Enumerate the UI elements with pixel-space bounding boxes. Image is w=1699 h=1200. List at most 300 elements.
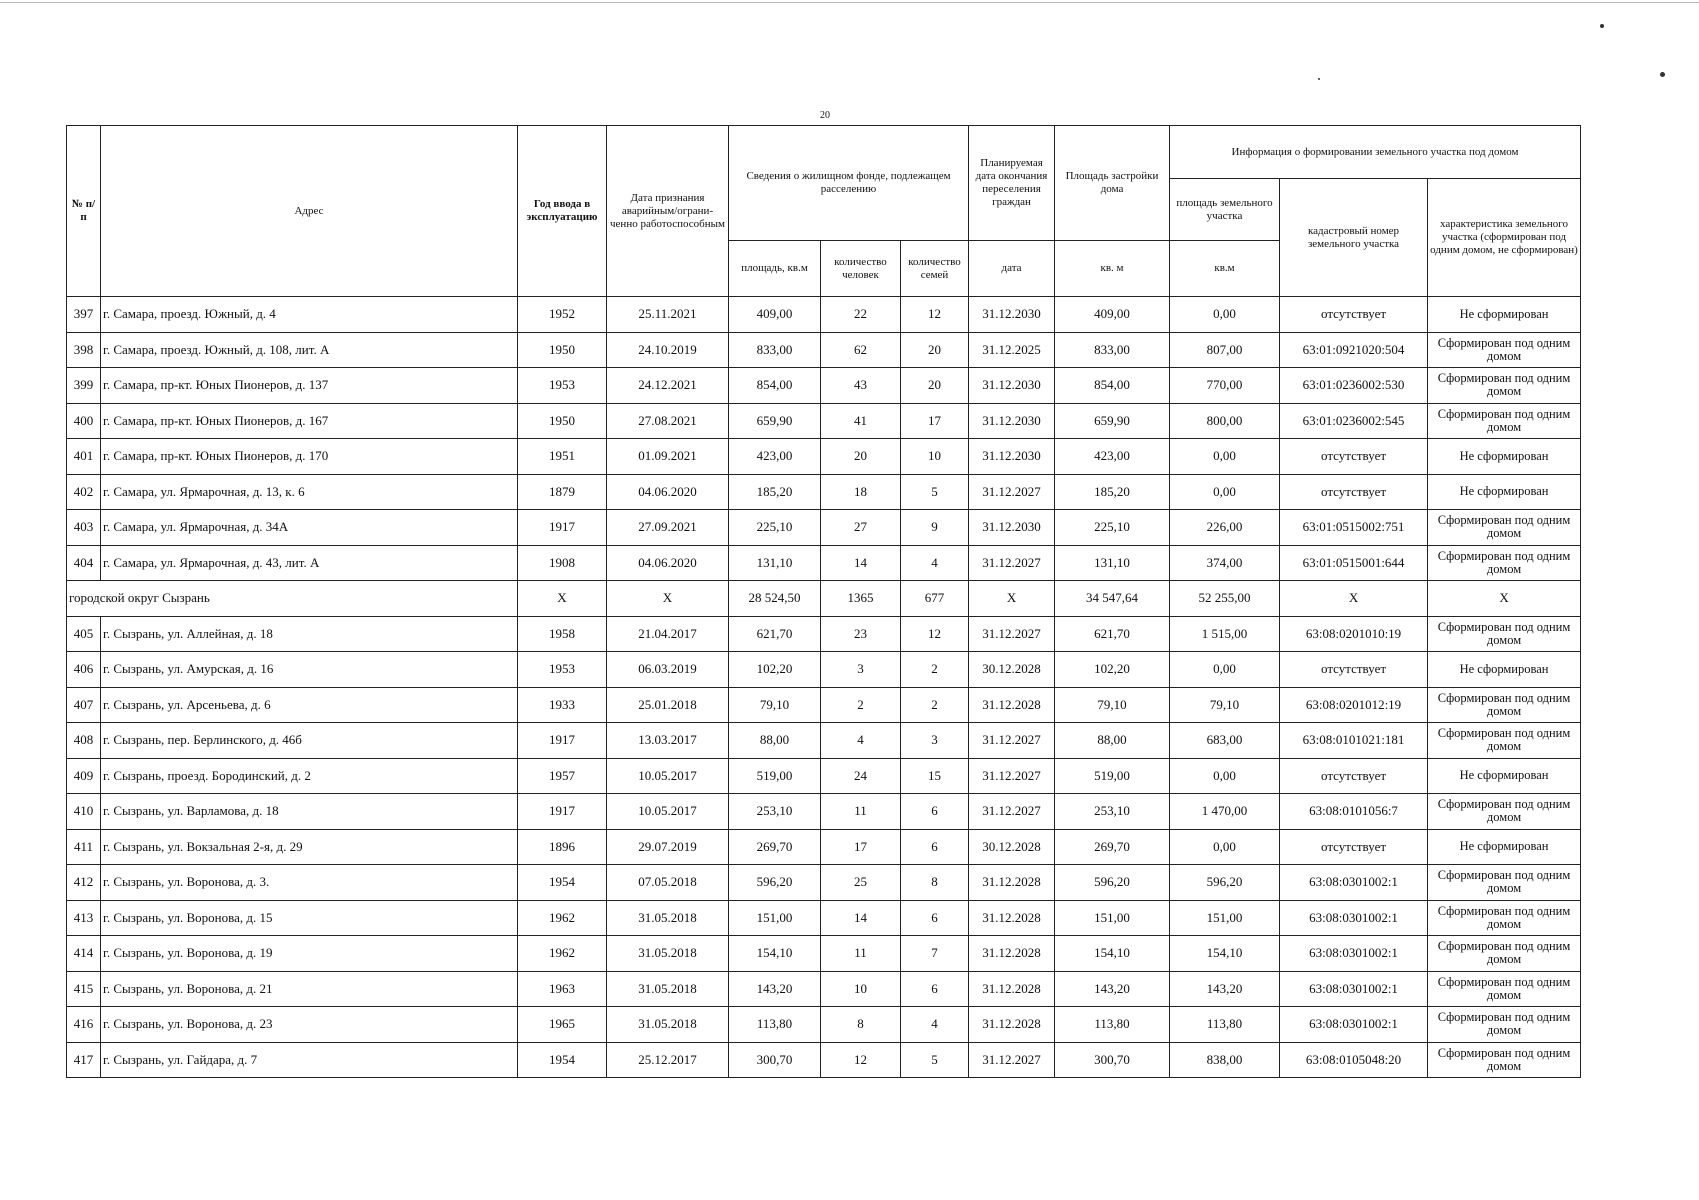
header-address: Адрес [101, 126, 518, 297]
cell-planned: 31.12.2028 [969, 687, 1055, 723]
cell-characteristic: Сформирован под одним домом [1428, 794, 1581, 830]
cell-build-area: 154,10 [1055, 936, 1170, 972]
cell-date: 24.10.2019 [607, 332, 729, 368]
cell-cadastral: 63:08:0301002:1 [1280, 1007, 1428, 1043]
cell-year: 1917 [518, 510, 607, 546]
cell-build-area: 833,00 [1055, 332, 1170, 368]
cell-cadastral: 63:08:0201010:19 [1280, 616, 1428, 652]
cell-address: г. Самара, ул. Ярмарочная, д. 43, лит. А [101, 545, 518, 581]
cell-people: 4 [821, 723, 901, 759]
table-row [67, 1007, 1581, 1043]
cell-year: 1951 [518, 439, 607, 475]
cell-land-area: 1 515,00 [1170, 616, 1280, 652]
cell-families: 5 [901, 1042, 969, 1078]
cell-land-area: 596,20 [1170, 865, 1280, 901]
table-row [67, 758, 1581, 794]
cell-year: 1954 [518, 1042, 607, 1078]
cell-date: 06.03.2019 [607, 652, 729, 688]
header-land-area-unit: кв.м [1170, 241, 1280, 297]
cell-year: 1896 [518, 829, 607, 865]
cell-area: 409,00 [729, 297, 821, 333]
cell-build-area: 225,10 [1055, 510, 1170, 546]
cell-planned: 31.12.2028 [969, 971, 1055, 1007]
cell-characteristic: Сформирован под одним домом [1428, 723, 1581, 759]
cell-cadastral: 63:08:0101056:7 [1280, 794, 1428, 830]
cell-people: 2 [821, 687, 901, 723]
subtotal-characteristic: X [1428, 581, 1581, 617]
cell-address: г. Самара, пр-кт. Юных Пионеров, д. 167 [101, 403, 518, 439]
cell-area: 143,20 [729, 971, 821, 1007]
cell-cadastral: отсутствует [1280, 297, 1428, 333]
cell-cadastral: 63:08:0301002:1 [1280, 900, 1428, 936]
cell-cadastral: 63:01:0236002:530 [1280, 368, 1428, 404]
cell-no: 416 [67, 1007, 101, 1043]
cell-date: 25.01.2018 [607, 687, 729, 723]
cell-land-area: 143,20 [1170, 971, 1280, 1007]
cell-no: 397 [67, 297, 101, 333]
cell-families: 2 [901, 687, 969, 723]
cell-cadastral: отсутствует [1280, 474, 1428, 510]
cell-planned: 31.12.2028 [969, 1007, 1055, 1043]
cell-planned: 31.12.2028 [969, 865, 1055, 901]
cell-year: 1957 [518, 758, 607, 794]
table-row [67, 510, 1581, 546]
cell-people: 11 [821, 794, 901, 830]
cell-year: 1950 [518, 332, 607, 368]
cell-date: 27.09.2021 [607, 510, 729, 546]
table-row [67, 829, 1581, 865]
subtotal-people: 1365 [821, 581, 901, 617]
cell-land-area: 800,00 [1170, 403, 1280, 439]
cell-address: г. Самара, пр-кт. Юных Пионеров, д. 137 [101, 368, 518, 404]
cell-no: 400 [67, 403, 101, 439]
table-row [67, 297, 1581, 333]
header-no: № п/п [67, 126, 101, 297]
cell-families: 7 [901, 936, 969, 972]
cell-planned: 31.12.2027 [969, 616, 1055, 652]
cell-address: г. Самара, проезд. Южный, д. 4 [101, 297, 518, 333]
header-families: количество семей [901, 241, 969, 297]
header-build-area-group: Площадь застройки дома [1055, 126, 1170, 241]
cell-build-area: 409,00 [1055, 297, 1170, 333]
cell-area: 79,10 [729, 687, 821, 723]
cell-people: 27 [821, 510, 901, 546]
cell-land-area: 151,00 [1170, 900, 1280, 936]
cell-cadastral: отсутствует [1280, 829, 1428, 865]
subtotal-planned: X [969, 581, 1055, 617]
cell-cadastral: 63:08:0105048:20 [1280, 1042, 1428, 1078]
cell-no: 398 [67, 332, 101, 368]
cell-build-area: 253,10 [1055, 794, 1170, 830]
cell-build-area: 300,70 [1055, 1042, 1170, 1078]
table-row [67, 545, 1581, 581]
cell-year: 1953 [518, 368, 607, 404]
header-characteristic: характеристика земельного участка (сформирован под одним домом, не сформирован) [1428, 179, 1581, 297]
header-housing-group: Сведения о жилищном фонде, подлежащем расселению [729, 126, 969, 241]
cell-families: 6 [901, 900, 969, 936]
cell-no: 402 [67, 474, 101, 510]
cell-address: г. Сызрань, ул. Аллейная, д. 18 [101, 616, 518, 652]
cell-people: 22 [821, 297, 901, 333]
cell-land-area: 374,00 [1170, 545, 1280, 581]
cell-land-area: 0,00 [1170, 297, 1280, 333]
subtotal-date: X [607, 581, 729, 617]
cell-cadastral: 63:01:0921020:504 [1280, 332, 1428, 368]
cell-address: г. Сызрань, ул. Воронова, д. 15 [101, 900, 518, 936]
cell-land-area: 0,00 [1170, 474, 1280, 510]
cell-no: 412 [67, 865, 101, 901]
cell-characteristic: Сформирован под одним домом [1428, 865, 1581, 901]
cell-cadastral: 63:08:0301002:1 [1280, 936, 1428, 972]
cell-families: 6 [901, 829, 969, 865]
cell-planned: 30.12.2028 [969, 829, 1055, 865]
cell-no: 401 [67, 439, 101, 475]
cell-characteristic: Сформирован под одним домом [1428, 971, 1581, 1007]
cell-build-area: 423,00 [1055, 439, 1170, 475]
cell-build-area: 185,20 [1055, 474, 1170, 510]
cell-land-area: 79,10 [1170, 687, 1280, 723]
cell-no: 407 [67, 687, 101, 723]
table-row [67, 900, 1581, 936]
cell-cadastral: отсутствует [1280, 439, 1428, 475]
cell-build-area: 79,10 [1055, 687, 1170, 723]
cell-no: 417 [67, 1042, 101, 1078]
cell-land-area: 807,00 [1170, 332, 1280, 368]
header-build-area-unit: кв. м [1055, 241, 1170, 297]
housing-register-table [66, 125, 1581, 1078]
cell-people: 10 [821, 971, 901, 1007]
table-row [67, 368, 1581, 404]
cell-cadastral: 63:08:0201012:19 [1280, 687, 1428, 723]
cell-families: 4 [901, 545, 969, 581]
cell-cadastral: отсутствует [1280, 652, 1428, 688]
cell-characteristic: Сформирован под одним домом [1428, 403, 1581, 439]
cell-address: г. Сызрань, проезд. Бородинский, д. 2 [101, 758, 518, 794]
cell-planned: 31.12.2027 [969, 723, 1055, 759]
table-row [67, 439, 1581, 475]
cell-year: 1963 [518, 971, 607, 1007]
cell-area: 659,90 [729, 403, 821, 439]
cell-people: 25 [821, 865, 901, 901]
table-row [67, 474, 1581, 510]
cell-area: 300,70 [729, 1042, 821, 1078]
cell-address: г. Сызрань, ул. Воронова, д. 21 [101, 971, 518, 1007]
cell-date: 10.05.2017 [607, 794, 729, 830]
cell-characteristic: Сформирован под одним домом [1428, 1042, 1581, 1078]
cell-address: г. Сызрань, ул. Воронова, д. 23 [101, 1007, 518, 1043]
cell-build-area: 88,00 [1055, 723, 1170, 759]
cell-area: 833,00 [729, 332, 821, 368]
cell-address: г. Сызрань, ул. Вокзальная 2-я, д. 29 [101, 829, 518, 865]
cell-no: 411 [67, 829, 101, 865]
cell-area: 423,00 [729, 439, 821, 475]
cell-address: г. Сызрань, ул. Воронова, д. 3. [101, 865, 518, 901]
table-row [67, 971, 1581, 1007]
cell-planned: 31.12.2030 [969, 297, 1055, 333]
table-row [67, 403, 1581, 439]
cell-families: 4 [901, 1007, 969, 1043]
cell-address: г. Сызрань, ул. Гайдара, д. 7 [101, 1042, 518, 1078]
cell-cadastral: 63:08:0301002:1 [1280, 971, 1428, 1007]
cell-date: 10.05.2017 [607, 758, 729, 794]
cell-date: 13.03.2017 [607, 723, 729, 759]
cell-people: 14 [821, 545, 901, 581]
cell-people: 8 [821, 1007, 901, 1043]
cell-address: г. Сызрань, ул. Воронова, д. 19 [101, 936, 518, 972]
cell-cadastral: отсутствует [1280, 758, 1428, 794]
table-row [67, 652, 1581, 688]
scan-speck [1600, 24, 1604, 28]
table-row [67, 332, 1581, 368]
cell-no: 415 [67, 971, 101, 1007]
cell-address: г. Самара, ул. Ярмарочная, д. 13, к. 6 [101, 474, 518, 510]
cell-families: 17 [901, 403, 969, 439]
cell-address: г. Сызрань, ул. Амурская, д. 16 [101, 652, 518, 688]
header-planned-date: дата [969, 241, 1055, 297]
cell-families: 15 [901, 758, 969, 794]
cell-people: 43 [821, 368, 901, 404]
cell-families: 6 [901, 971, 969, 1007]
cell-date: 31.05.2018 [607, 971, 729, 1007]
subtotal-district: городской округ Сызрань [67, 581, 518, 617]
cell-people: 12 [821, 1042, 901, 1078]
subtotal-cadastral: X [1280, 581, 1428, 617]
cell-land-area: 1 470,00 [1170, 794, 1280, 830]
cell-characteristic: Сформирован под одним домом [1428, 616, 1581, 652]
cell-address: г. Сызрань, ул. Арсеньева, д. 6 [101, 687, 518, 723]
cell-planned: 31.12.2025 [969, 332, 1055, 368]
cell-year: 1917 [518, 723, 607, 759]
cell-planned: 31.12.2027 [969, 794, 1055, 830]
subtotal-year: X [518, 581, 607, 617]
cell-area: 113,80 [729, 1007, 821, 1043]
cell-people: 3 [821, 652, 901, 688]
subtotal-row [67, 581, 1581, 617]
subtotal-land-area: 52 255,00 [1170, 581, 1280, 617]
header-land-group: Информация о формировании земельного участка под домом [1170, 126, 1581, 179]
cell-planned: 31.12.2030 [969, 439, 1055, 475]
cell-characteristic: Сформирован под одним домом [1428, 900, 1581, 936]
cell-date: 29.07.2019 [607, 829, 729, 865]
cell-families: 9 [901, 510, 969, 546]
cell-date: 31.05.2018 [607, 1007, 729, 1043]
cell-cadastral: 63:08:0301002:1 [1280, 865, 1428, 901]
cell-date: 04.06.2020 [607, 545, 729, 581]
cell-planned: 31.12.2028 [969, 936, 1055, 972]
cell-planned: 31.12.2027 [969, 474, 1055, 510]
cell-year: 1962 [518, 936, 607, 972]
cell-no: 405 [67, 616, 101, 652]
scan-speck [1660, 72, 1665, 77]
subtotal-families: 677 [901, 581, 969, 617]
cell-build-area: 519,00 [1055, 758, 1170, 794]
cell-families: 8 [901, 865, 969, 901]
cell-date: 01.09.2021 [607, 439, 729, 475]
cell-year: 1958 [518, 616, 607, 652]
table-body [67, 297, 1581, 1078]
cell-year: 1950 [518, 403, 607, 439]
cell-year: 1954 [518, 865, 607, 901]
cell-families: 12 [901, 616, 969, 652]
cell-year: 1933 [518, 687, 607, 723]
cell-families: 20 [901, 332, 969, 368]
cell-characteristic: Сформирован под одним домом [1428, 368, 1581, 404]
cell-land-area: 0,00 [1170, 829, 1280, 865]
cell-people: 24 [821, 758, 901, 794]
cell-year: 1908 [518, 545, 607, 581]
cell-characteristic: Сформирован под одним домом [1428, 1007, 1581, 1043]
cell-families: 2 [901, 652, 969, 688]
cell-area: 131,10 [729, 545, 821, 581]
cell-no: 406 [67, 652, 101, 688]
cell-characteristic: Не сформирован [1428, 474, 1581, 510]
cell-no: 399 [67, 368, 101, 404]
table-row [67, 936, 1581, 972]
cell-address: г. Самара, ул. Ярмарочная, д. 34А [101, 510, 518, 546]
cell-area: 519,00 [729, 758, 821, 794]
cell-area: 225,10 [729, 510, 821, 546]
cell-build-area: 151,00 [1055, 900, 1170, 936]
cell-no: 403 [67, 510, 101, 546]
cell-people: 17 [821, 829, 901, 865]
cell-no: 404 [67, 545, 101, 581]
cell-characteristic: Сформирован под одним домом [1428, 936, 1581, 972]
cell-year: 1917 [518, 794, 607, 830]
cell-planned: 30.12.2028 [969, 652, 1055, 688]
cell-characteristic: Не сформирован [1428, 297, 1581, 333]
subtotal-build-area: 34 547,64 [1055, 581, 1170, 617]
cell-area: 253,10 [729, 794, 821, 830]
header-date-recognition: Дата признания аварийным/ограни-ченно работоспособным [607, 126, 729, 297]
cell-date: 04.06.2020 [607, 474, 729, 510]
cell-land-area: 683,00 [1170, 723, 1280, 759]
cell-year: 1952 [518, 297, 607, 333]
cell-land-area: 0,00 [1170, 758, 1280, 794]
cell-build-area: 854,00 [1055, 368, 1170, 404]
cell-people: 14 [821, 900, 901, 936]
cell-area: 185,20 [729, 474, 821, 510]
cell-year: 1879 [518, 474, 607, 510]
cell-build-area: 131,10 [1055, 545, 1170, 581]
cell-land-area: 0,00 [1170, 439, 1280, 475]
cell-characteristic: Не сформирован [1428, 758, 1581, 794]
cell-characteristic: Сформирован под одним домом [1428, 332, 1581, 368]
table-header [67, 126, 1581, 297]
cell-address: г. Самара, проезд. Южный, д. 108, лит. А [101, 332, 518, 368]
cell-people: 11 [821, 936, 901, 972]
cell-planned: 31.12.2028 [969, 900, 1055, 936]
page-number: 20 [820, 110, 830, 121]
cell-planned: 31.12.2027 [969, 545, 1055, 581]
cell-people: 41 [821, 403, 901, 439]
cell-planned: 31.12.2027 [969, 758, 1055, 794]
cell-characteristic: Сформирован под одним домом [1428, 510, 1581, 546]
cell-families: 6 [901, 794, 969, 830]
cell-land-area: 154,10 [1170, 936, 1280, 972]
cell-people: 20 [821, 439, 901, 475]
scan-edge-line [0, 2, 1699, 3]
cell-families: 10 [901, 439, 969, 475]
cell-build-area: 269,70 [1055, 829, 1170, 865]
cell-build-area: 596,20 [1055, 865, 1170, 901]
cell-characteristic: Сформирован под одним домом [1428, 687, 1581, 723]
cell-no: 408 [67, 723, 101, 759]
table-row [67, 865, 1581, 901]
cell-area: 596,20 [729, 865, 821, 901]
cell-characteristic: Сформирован под одним домом [1428, 545, 1581, 581]
cell-area: 102,20 [729, 652, 821, 688]
cell-area: 154,10 [729, 936, 821, 972]
cell-families: 20 [901, 368, 969, 404]
cell-no: 413 [67, 900, 101, 936]
cell-land-area: 838,00 [1170, 1042, 1280, 1078]
cell-area: 88,00 [729, 723, 821, 759]
cell-no: 414 [67, 936, 101, 972]
cell-date: 24.12.2021 [607, 368, 729, 404]
cell-date: 07.05.2018 [607, 865, 729, 901]
scan-speck [1318, 78, 1320, 80]
cell-families: 5 [901, 474, 969, 510]
header-land-area: площадь земельного участка [1170, 179, 1280, 241]
cell-area: 854,00 [729, 368, 821, 404]
cell-address: г. Сызрань, ул. Варламова, д. 18 [101, 794, 518, 830]
cell-cadastral: 63:08:0101021:181 [1280, 723, 1428, 759]
cell-families: 3 [901, 723, 969, 759]
subtotal-area: 28 524,50 [729, 581, 821, 617]
header-planned-group: Планируемая дата окончания переселения граждан [969, 126, 1055, 241]
header-area: площадь, кв.м [729, 241, 821, 297]
cell-date: 21.04.2017 [607, 616, 729, 652]
cell-planned: 31.12.2030 [969, 403, 1055, 439]
cell-no: 409 [67, 758, 101, 794]
table-row [67, 723, 1581, 759]
cell-area: 269,70 [729, 829, 821, 865]
table-row [67, 616, 1581, 652]
cell-no: 410 [67, 794, 101, 830]
cell-characteristic: Не сформирован [1428, 652, 1581, 688]
cell-people: 18 [821, 474, 901, 510]
cell-families: 12 [901, 297, 969, 333]
cell-characteristic: Не сформирован [1428, 829, 1581, 865]
cell-address: г. Самара, пр-кт. Юных Пионеров, д. 170 [101, 439, 518, 475]
cell-planned: 31.12.2027 [969, 1042, 1055, 1078]
cell-year: 1965 [518, 1007, 607, 1043]
cell-planned: 31.12.2030 [969, 368, 1055, 404]
cell-build-area: 143,20 [1055, 971, 1170, 1007]
header-cadastral: кадастровый номер земельного участка [1280, 179, 1428, 297]
table-row [67, 687, 1581, 723]
cell-area: 621,70 [729, 616, 821, 652]
cell-land-area: 113,80 [1170, 1007, 1280, 1043]
cell-date: 25.11.2021 [607, 297, 729, 333]
cell-date: 31.05.2018 [607, 936, 729, 972]
header-year: Год ввода в эксплуатацию [518, 126, 607, 297]
cell-address: г. Сызрань, пер. Берлинского, д. 46б [101, 723, 518, 759]
cell-build-area: 102,20 [1055, 652, 1170, 688]
cell-build-area: 621,70 [1055, 616, 1170, 652]
cell-planned: 31.12.2030 [969, 510, 1055, 546]
cell-land-area: 0,00 [1170, 652, 1280, 688]
cell-land-area: 770,00 [1170, 368, 1280, 404]
header-people: количество человек [821, 241, 901, 297]
table-row [67, 1042, 1581, 1078]
cell-build-area: 659,90 [1055, 403, 1170, 439]
cell-land-area: 226,00 [1170, 510, 1280, 546]
cell-build-area: 113,80 [1055, 1007, 1170, 1043]
cell-year: 1953 [518, 652, 607, 688]
cell-year: 1962 [518, 900, 607, 936]
cell-people: 62 [821, 332, 901, 368]
